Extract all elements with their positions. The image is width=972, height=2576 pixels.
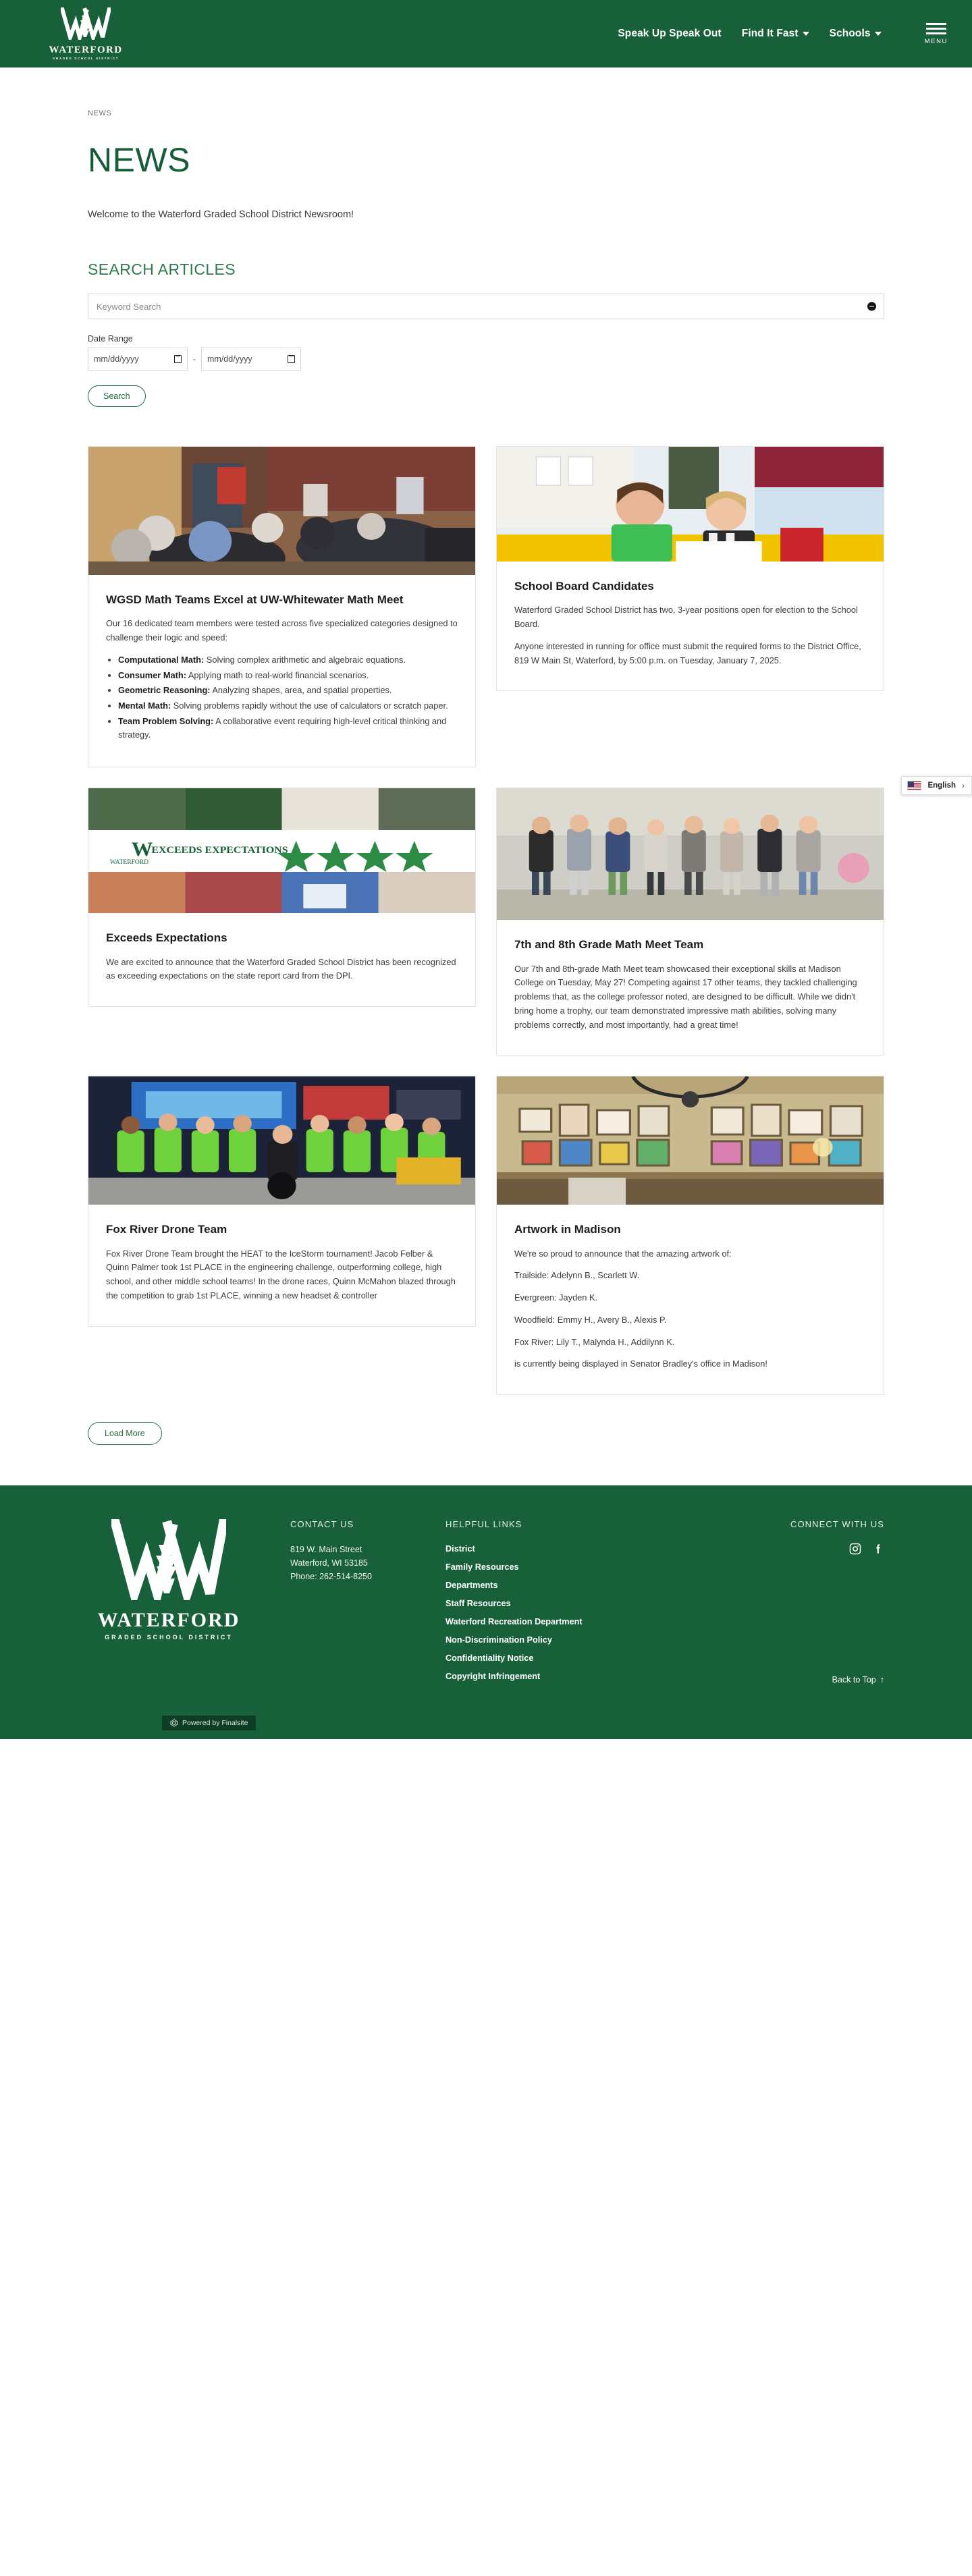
footer-link-family-resources[interactable]: Family Resources [446,1562,519,1572]
footer-address-line-2: Waterford, WI 53185 [290,1558,368,1568]
news-card-bullet-list [106,653,458,742]
language-selector[interactable] [901,776,972,795]
news-card[interactable] [88,1076,476,1326]
news-card-body [88,575,475,767]
bullet-label: Computational Math: [118,654,205,665]
site-footer [0,1485,972,1707]
footer-links-list [446,1543,736,1682]
list-item [446,1670,736,1682]
news-card-paragraph: We are excited to announce that the Waterford Graded School District has been recognized as exceeding expectations on the state report card from the DPI. [106,956,456,981]
search-button[interactable]: Search [88,385,146,407]
menu-toggle-button[interactable] [925,23,948,45]
footer-logo-subtitle: GRADED SCHOOL DISTRICT [105,1634,233,1641]
bullet-text: Solving complex arithmetic and algebraic equations. [204,654,406,665]
footer-helpful-links-column [446,1519,736,1689]
footer-link-non-discrimination-policy[interactable]: Non-Discrimination Policy [446,1635,552,1645]
logo-subtitle: GRADED SCHOOL DISTRICT [52,56,119,60]
powered-by-finalsite-badge[interactable] [162,1716,256,1730]
news-card-paragraph: Anyone interested in running for office must submit the required forms to the District Office, 819 W Main St, Waterford, by 5:00 p.m. on Tuesday, January 7, 2025. [514,640,861,665]
news-card[interactable] [496,1076,884,1395]
news-card[interactable] [496,788,884,1056]
language-label: English [927,782,956,790]
chevron-down-icon [803,32,809,36]
news-card-paragraph: is currently being displayed in Senator Bradley's office in Madison! [514,1359,767,1369]
news-card-paragraph: Fox River Drone Team brought the HEAT to the IceStorm tournament! Jacob Felber & Quinn Palmer took 1st PLACE in the engineering challenge, outperforming college, high school, and other middle school teams! In the drone races, Quinn McMahon blazed through the competition to grab 1st PLACE, winning a new headset & controller [106,1248,456,1300]
news-card[interactable] [88,446,476,767]
footer-logo-wordmark: WATERFORD [97,1609,240,1632]
logo-w-mark [61,7,111,45]
news-card-title: 7th and 8th Grade Math Meet Team [514,938,704,952]
date-range-row [88,348,884,371]
search-articles-section [88,261,884,407]
page-intro-text: Welcome to the Waterford Graded School District Newsroom! [88,209,354,220]
nav-label: Find It Fast [741,28,799,39]
news-card-image [88,447,475,575]
bullet-text: Applying math to real-world financial scenarios. [186,669,369,680]
news-card[interactable] [88,788,476,1007]
footer-logo-w-mark [111,1519,226,1608]
list-item [446,1597,736,1610]
news-card-body [497,920,884,1055]
news-card-image [497,1076,884,1205]
svg-text:WATERFORD: WATERFORD [109,859,149,867]
footer-link-staff-resources[interactable]: Staff Resources [446,1598,511,1608]
list-item [118,653,458,667]
keyword-search-field [88,294,884,319]
clear-search-icon[interactable] [867,302,876,311]
footer-link-waterford-recreation-department[interactable]: Waterford Recreation Department [446,1616,583,1626]
chevron-right-icon: › [962,781,965,790]
news-card-image [497,788,884,920]
news-card-title: School Board Candidates [514,580,654,593]
list-item [446,1616,736,1628]
news-card-image [497,447,884,561]
powered-by-bar [0,1707,972,1739]
date-range-label: Date Range [88,334,133,344]
us-flag-icon [907,781,921,790]
news-card-paragraph: Fox River: Lily T., Malynda H., Addilynn K. [514,1336,675,1347]
news-card-title: Fox River Drone Team [106,1223,227,1236]
search-articles-heading: SEARCH ARTICLES [88,261,236,278]
bullet-text: A collaborative event requiring high-level critical thinking and strategy. [118,715,447,740]
news-card-title: Artwork in Madison [514,1223,621,1236]
footer-connect-heading: CONNECT WITH US [790,1518,884,1529]
load-more-wrapper [88,1422,884,1445]
footer-phone: Phone: 262-514-8250 [290,1571,372,1581]
news-card-paragraph: Our 7th and 8th-grade Math Meet team showcased their exceptional skills at Madison College on Tuesday, May 27! Competing against 17 other teams, they tackled challenging problems that, as the college professor noted, are designed to be difficult. While we didn't bring home a trophy, our team demonstrated impressive math abilities, solving many problems correctly, and most importantly, had a great time! [514,963,857,1030]
arrow-up-icon: ↑ [880,1674,884,1684]
list-item [118,715,458,742]
news-card[interactable] [496,446,884,691]
date-to-placeholder: mm/dd/yyyy [207,354,252,364]
footer-link-confidentiality-notice[interactable]: Confidentiality Notice [446,1653,534,1663]
bullet-label: Mental Math: [118,701,171,711]
date-from-input[interactable] [88,348,188,371]
site-logo[interactable] [35,7,136,59]
search-input[interactable] [88,294,884,319]
news-card-lead: Our 16 dedicated team members were tested across five specialized categories designed to challenge their logic and speed: [106,618,458,643]
nav-label: Speak Up Speak Out [618,28,722,39]
footer-link-district[interactable]: District [446,1543,475,1554]
finalsite-logo-icon [170,1719,178,1727]
bullet-label: Consumer Math: [118,669,186,680]
footer-contact-column [290,1519,446,1689]
footer-helpful-links-heading: HELPFUL LINKS [446,1518,522,1529]
footer-address-line-1: 819 W. Main Street [290,1544,362,1554]
page-title: NEWS [88,141,190,179]
powered-by-label: Powered by Finalsite [182,1719,248,1728]
nav-item-schools[interactable] [830,28,882,40]
date-range-separator: - [193,354,196,364]
breadcrumb[interactable]: NEWS [88,109,112,117]
back-to-top-label: Back to Top [832,1674,876,1684]
news-card-paragraph: Evergreen: Jayden K. [514,1292,598,1303]
news-card-paragraph: Waterford Graded School District has two, 3-year positions open for election to the School Board. [514,605,858,630]
main-content [0,67,972,1445]
footer-columns [88,1519,884,1689]
date-from-placeholder: mm/dd/yyyy [94,354,139,364]
news-card-body [88,1205,475,1325]
menu-toggle-label: MENU [924,37,948,45]
list-item [446,1652,736,1664]
bullet-label: Geometric Reasoning: [118,685,211,696]
list-item [118,699,458,713]
primary-navigation [618,23,948,45]
svg-text:W: W [131,838,153,860]
list-item [446,1579,736,1591]
list-item [118,669,458,683]
news-card-paragraph: Trailside: Adelynn B., Scarlett W. [514,1270,640,1281]
nav-item-speak-up-speak-out[interactable] [618,28,721,40]
bullet-label: Team Problem Solving: [118,715,214,726]
logo-tree-icon [61,7,111,40]
calendar-icon [288,355,295,363]
footer-social-icons [736,1543,884,1555]
instagram-icon[interactable] [849,1543,861,1555]
news-card-title: WGSD Math Teams Excel at UW-Whitewater Math Meet [106,593,404,606]
bullet-text: Analyzing shapes, area, and spatial properties. [210,685,392,696]
footer-link-departments[interactable]: Departments [446,1580,498,1590]
footer-contact-heading: CONTACT US [290,1518,354,1529]
facebook-icon[interactable] [872,1543,884,1555]
hamburger-icon [926,23,946,34]
news-card-title: Exceeds Expectations [106,931,227,945]
logo-wordmark: WATERFORD [49,44,123,55]
footer-link-copyright-infringement[interactable]: Copyright Infringement [446,1671,541,1681]
load-more-button[interactable]: Load More [88,1422,162,1445]
news-card-body [88,913,475,1006]
calendar-icon [174,355,182,363]
date-to-input[interactable] [201,348,301,371]
footer-connect-column [736,1519,884,1689]
chevron-down-icon [875,32,882,36]
bullet-text: Solving problems rapidly without the use of calculators or scratch paper. [171,701,448,711]
news-card-image [88,788,475,913]
list-item [446,1634,736,1646]
news-card-image [88,1076,475,1205]
news-card-body [497,561,884,690]
svg-text:EXCEEDS EXPECTATIONS: EXCEEDS EXPECTATIONS [151,844,288,856]
footer-logo[interactable] [97,1519,240,1689]
nav-item-find-it-fast[interactable] [742,28,809,40]
news-card-grid [88,446,884,1395]
footer-logo-tree-icon [111,1519,226,1600]
list-item [118,684,458,698]
news-card-paragraph: Woodfield: Emmy H., Avery B., Alexis P. [514,1314,667,1325]
list-item [446,1561,736,1573]
site-header [0,0,972,67]
nav-label: Schools [829,28,871,39]
news-card-body [497,1205,884,1394]
back-to-top-button[interactable] [832,1675,884,1684]
news-card-paragraph: We're so proud to announce that the amazing artwork of: [514,1248,732,1259]
list-item [446,1543,736,1555]
